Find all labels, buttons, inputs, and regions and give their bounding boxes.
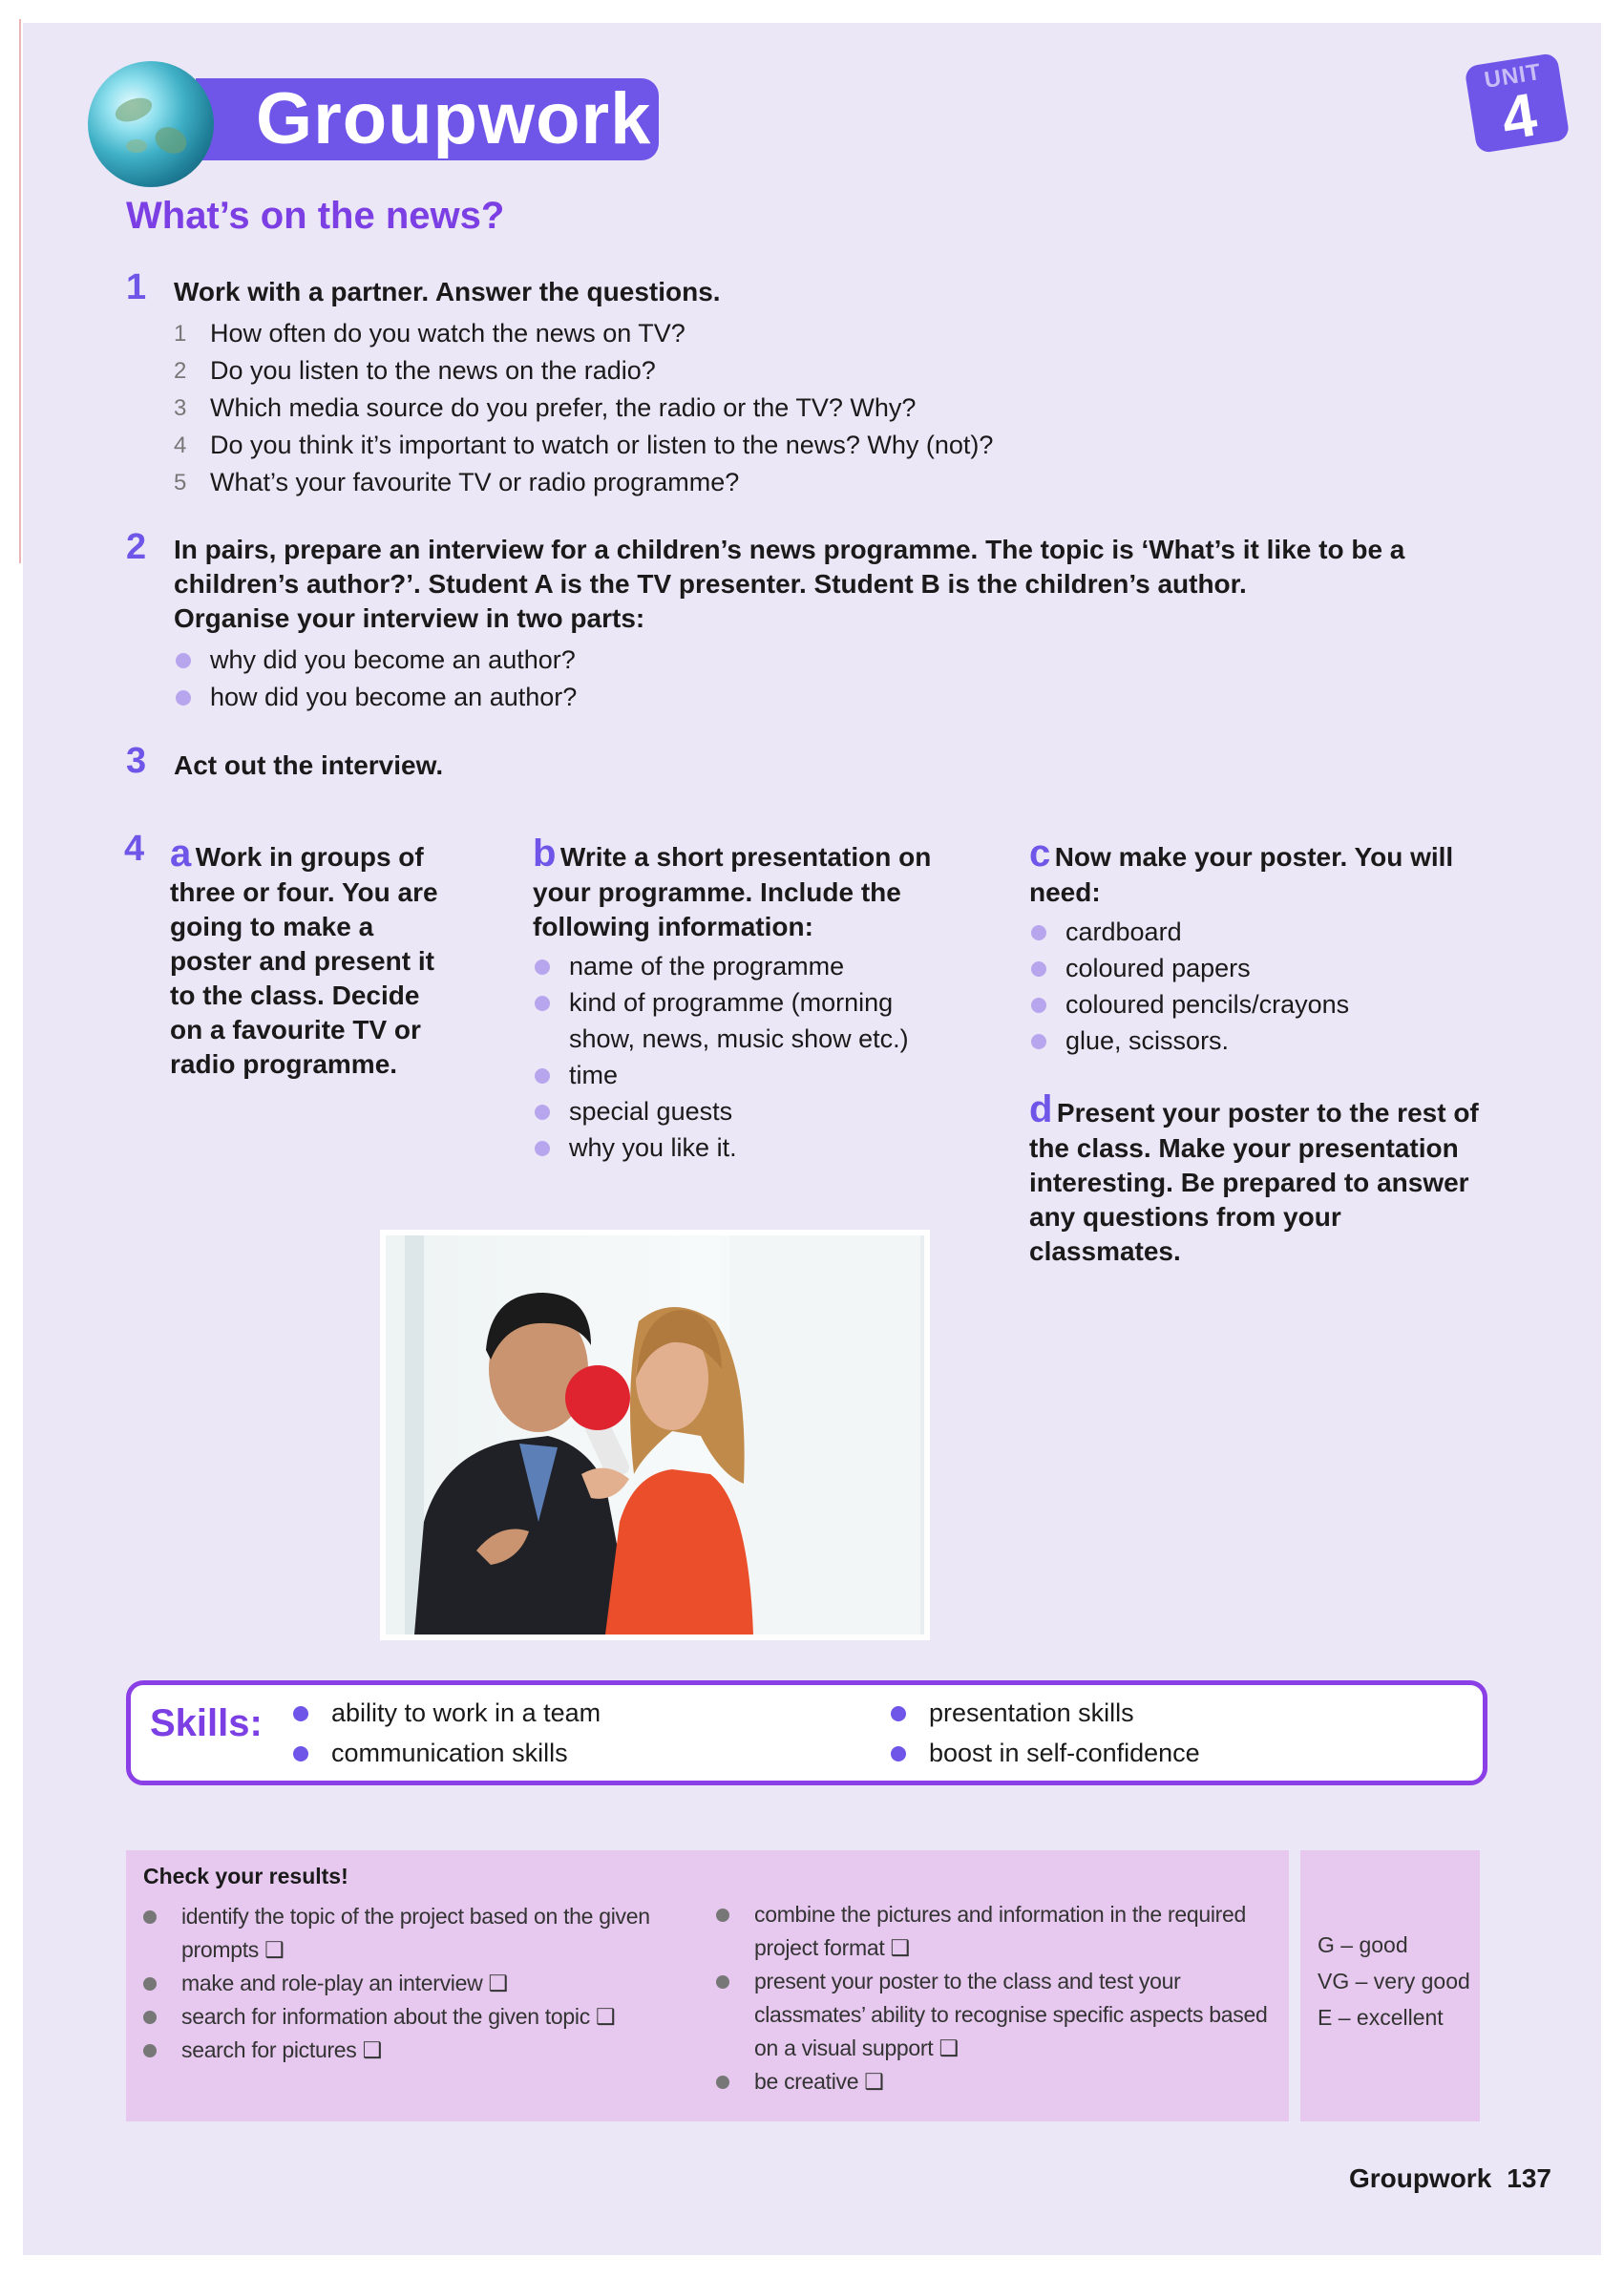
question-item: 1 How often do you watch the news on TV? — [174, 319, 685, 348]
exercise-1-instruction: Work with a partner. Answer the questions. — [174, 277, 721, 306]
skills-left-list — [293, 1693, 601, 1773]
check-results-title: Check your results! — [143, 1864, 348, 1888]
skills-label: Skills: — [150, 1702, 263, 1744]
check-item: present your poster to the class and test your classmates’ ability to recognise specific aspects based on a visual support ❑ — [710, 1965, 1274, 2065]
exercise-4d-text: Present your poster to the rest of the class. Make your presentation interesting. Be prepared to answer any questions from your classmates. — [1029, 1098, 1479, 1266]
exercise-1-questions — [174, 315, 993, 501]
exercise-4b-letter: b — [533, 833, 557, 875]
bullet-item: cardboard — [1029, 914, 1478, 950]
bullet-item: coloured papers — [1029, 950, 1478, 986]
exercise-4b-text: Write a short presentation on your programme. Include the following information: — [533, 842, 932, 941]
exercise-4b-bullets — [533, 948, 953, 1166]
exercise-3-number: 3 — [126, 741, 147, 781]
exercise-2-line-1: In pairs, prepare an interview for a children’s news programme. The topic is ‘What’s it like to be a — [174, 535, 1405, 564]
unit-badge — [1464, 53, 1570, 154]
bullet-item: coloured pencils/crayons — [1029, 986, 1478, 1023]
page-edge-line — [19, 19, 21, 563]
unit-number: 4 — [1496, 79, 1542, 154]
bullet-item: glue, scissors. — [1029, 1023, 1478, 1059]
exercise-4c — [1029, 833, 1478, 1059]
exercise-4-number: 4 — [124, 829, 145, 869]
check-item: identify the topic of the project based on the given prompts ❑ — [137, 1900, 672, 1967]
page-number: 137 — [1507, 2163, 1551, 2193]
skill-item: presentation skills — [891, 1693, 1200, 1733]
check-item: be creative ❑ — [710, 2065, 1274, 2099]
skill-item: ability to work in a team — [293, 1693, 601, 1733]
bullet-item: why you like it. — [533, 1129, 953, 1166]
check-results-box — [126, 1850, 1289, 2121]
question-item: 2 Do you listen to the news on the radio? — [174, 356, 656, 385]
key-item: VG – very good — [1318, 1969, 1470, 1993]
key-item: G – good — [1318, 1932, 1408, 1957]
exercise-2-number: 2 — [126, 527, 147, 567]
exercise-2-line-3: Organise your interview in two parts: — [174, 603, 645, 633]
question-item: 3 Which media source do you prefer, the radio or the TV? Why? — [174, 393, 917, 422]
footer-section: Groupwork — [1348, 2163, 1492, 2193]
exercise-4c-bullets — [1029, 914, 1478, 1059]
key-item: E – excellent — [1318, 2005, 1444, 2030]
section-subtitle: What’s on the news? — [126, 195, 505, 237]
skills-right-list — [891, 1693, 1200, 1773]
page-footer — [1334, 2163, 1551, 2194]
question-item: 5 What’s your favourite TV or radio programme? — [174, 468, 740, 496]
unit-label: UNIT — [1482, 58, 1544, 94]
check-item: search for pictures ❑ — [137, 2034, 672, 2067]
exercise-3-instruction: Act out the interview. — [174, 750, 444, 780]
bullet-item: name of the programme — [533, 948, 953, 984]
bullet-item: kind of programme (morning show, news, music show etc.) — [533, 984, 953, 1057]
exercise-1-number: 1 — [126, 267, 147, 307]
check-item: combine the pictures and information in the required project format ❑ — [710, 1898, 1274, 1965]
exercise-4d — [1029, 1088, 1487, 1269]
globe-icon — [88, 61, 214, 187]
exercise-4c-letter: c — [1029, 833, 1051, 875]
check-item: search for information about the given topic ❑ — [137, 2000, 672, 2034]
exercise-4b — [533, 833, 953, 1166]
bullet-item: time — [533, 1057, 953, 1093]
exercise-2-bullets — [174, 642, 577, 716]
skills-box — [126, 1680, 1487, 1785]
interview-photo — [380, 1230, 930, 1640]
bullet-item: why did you become an author? — [174, 642, 577, 679]
check-left-list — [137, 1900, 672, 2067]
exercise-4a — [170, 833, 447, 1082]
exercise-4a-letter: a — [170, 833, 192, 875]
grading-key-list — [1318, 1927, 1470, 2035]
bullet-item: how did you become an author? — [174, 679, 577, 716]
bullet-item: special guests — [533, 1093, 953, 1129]
exercise-4c-text: Now make your poster. You will need: — [1029, 842, 1454, 907]
grading-key — [1300, 1850, 1480, 2121]
exercise-4d-letter: d — [1029, 1088, 1053, 1130]
check-item: make and role-play an interview ❑ — [137, 1967, 672, 2000]
question-item: 4 Do you think it’s important to watch or listen to the news? Why (not)? — [174, 431, 994, 459]
page-title: Groupwork — [256, 78, 652, 159]
exercise-2-line-2: children’s author?’. Student A is the TV presenter. Student B is the children’s author. — [174, 569, 1247, 599]
check-right-list — [710, 1898, 1274, 2099]
exercise-4a-text: Work in groups of three or four. You are going to make a poster and present it to the class. Decide on a favourite TV or radio programme. — [170, 842, 438, 1079]
skill-item: communication skills — [293, 1733, 601, 1773]
skill-item: boost in self-confidence — [891, 1733, 1200, 1773]
